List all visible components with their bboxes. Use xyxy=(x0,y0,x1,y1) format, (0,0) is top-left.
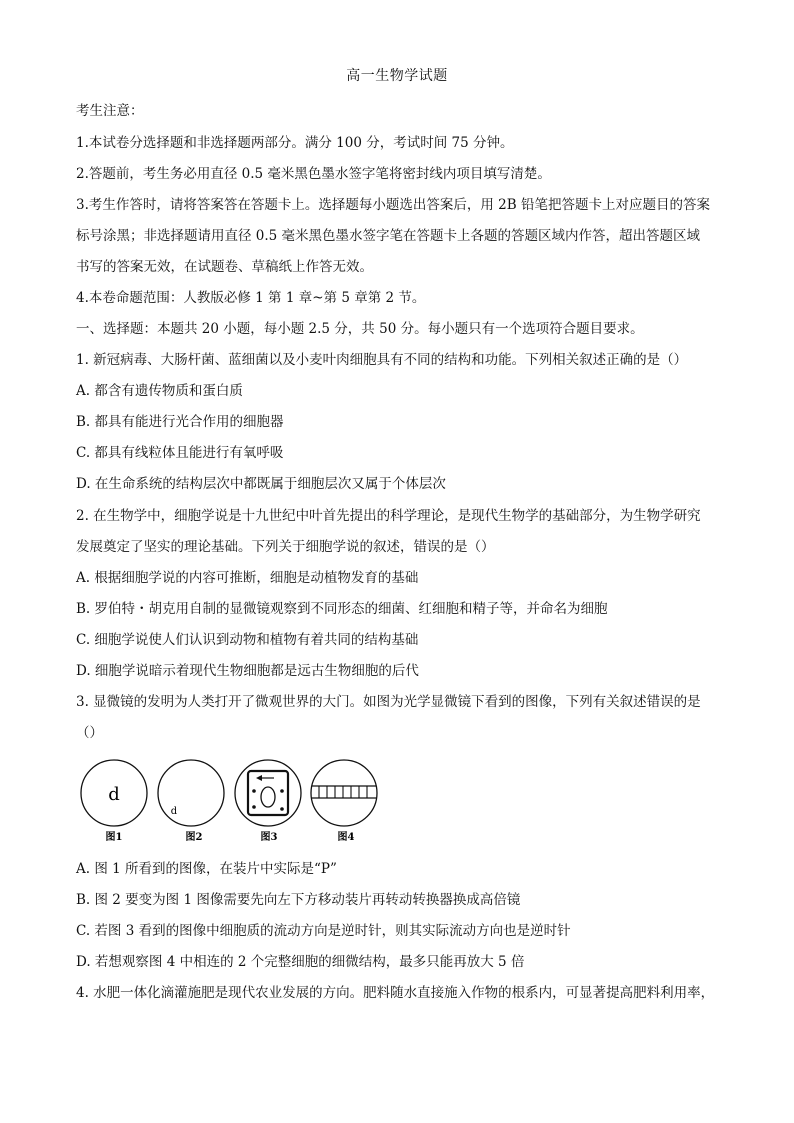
q3-stem-line2: （） xyxy=(76,725,103,741)
q1-option-a: A. 都含有遗传物质和蛋白质 xyxy=(76,383,243,399)
microscope-figures-svg xyxy=(76,752,396,852)
microscope-figures xyxy=(76,752,396,852)
figure-4 xyxy=(311,760,377,843)
notice-line-3: 3.考生作答时，请将答案答在答题卡上。选择题每小题选出答案后，用 2B 铅笔把答题卡上对应题目的答案 xyxy=(76,197,710,213)
figure-1-letter: d xyxy=(108,784,120,805)
notice-line-3-cont: 标号涂黑；非选择题请用直径 0.5 毫米黑色墨水签字笔在答题卡上各题的答题区域内作答，超出答题区域 xyxy=(76,228,701,244)
notice-line-2: 2.答题前，考生务必用直径 0.5 毫米黑色墨水签字笔将密封线内项目填写清楚。 xyxy=(76,166,551,182)
figure-4-caption: 图4 xyxy=(337,832,355,843)
q2-option-c: C. 细胞学说使人们认识到动物和植物有着共同的结构基础 xyxy=(76,632,419,648)
q2-option-a: A. 根据细胞学说的内容可推断，细胞是动植物发育的基础 xyxy=(76,570,419,586)
section-heading: 一、选择题：本题共 20 小题，每小题 2.5 分，共 50 分。每小题只有一个选项符合题目要求。 xyxy=(76,321,644,337)
page-title: 高一生物学试题 xyxy=(346,68,448,84)
q2-stem-line2: 发展奠定了坚实的理论基础。下列关于细胞学说的叙述，错误的是（） xyxy=(76,539,495,555)
q3-option-c: C. 若图 3 看到的图像中细胞质的流动方向是逆时针，则其实际流动方向也是逆时针 xyxy=(76,923,571,939)
q2-option-b: B. 罗伯特・胡克用自制的显微镜观察到不同形态的细菌、红细胞和精子等，并命名为细胞 xyxy=(76,601,608,617)
q3-option-d: D. 若想观察图 4 中相连的 2 个完整细胞的细微结构，最多只能再放大 5 倍 xyxy=(76,954,525,970)
q3-option-a: A. 图 1 所看到的图像，在装片中实际是“P” xyxy=(76,861,337,877)
figure-1-caption: 图1 xyxy=(105,832,123,843)
q3-stem-line1: 3. 显微镜的发明为人类打开了微观世界的大门。如图为光学显微镜下看到的图像，下列有关叙述错误的是 xyxy=(76,694,701,710)
figure-2-caption: 图2 xyxy=(185,832,203,843)
q1-option-c: C. 都具有线粒体且能进行有氧呼吸 xyxy=(76,445,284,461)
q1-option-d: D. 在生命系统的结构层次中都既属于细胞层次又属于个体层次 xyxy=(76,476,446,492)
q2-option-d: D. 细胞学说暗示着现代生物细胞都是远古生物细胞的后代 xyxy=(76,663,419,679)
notice-line-1: 1.本试卷分选择题和非选择题两部分。满分 100 分，考试时间 75 分钟。 xyxy=(76,135,514,151)
q4-stem-line1: 4. 水肥一体化滴灌施肥是现代农业发展的方向。肥料随水直接施入作物的根系内，可显著提高肥料利用率， xyxy=(76,985,715,1001)
q1-option-b: B. 都具有能进行光合作用的细胞器 xyxy=(76,414,284,430)
notice-line-4: 4.本卷命题范围：人教版必修 1 第 1 章~第 5 章第 2 节。 xyxy=(76,290,426,306)
figure-3-caption: 图3 xyxy=(260,832,278,843)
notice-line-3-cont2: 书写的答案无效，在试题卷、草稿纸上作答无效。 xyxy=(76,259,373,275)
figure-2-letter: d xyxy=(170,806,178,817)
q3-option-b: B. 图 2 要变为图 1 图像需要先向左下方移动装片再转动转换器换成高倍镜 xyxy=(76,892,521,908)
q2-stem-line1: 2. 在生物学中，细胞学说是十九世纪中叶首先提出的科学理论，是现代生物学的基础部分，为生物学研究 xyxy=(76,508,701,524)
figure-3 xyxy=(235,760,301,843)
figure-1 xyxy=(81,760,147,843)
figure-2 xyxy=(158,760,224,843)
notice-heading: 考生注意： xyxy=(76,103,144,119)
q1-stem: 1. 新冠病毒、大肠杆菌、蓝细菌以及小麦叶肉细胞具有不同的结构和功能。下列相关叙述正确的是（） xyxy=(76,352,688,368)
